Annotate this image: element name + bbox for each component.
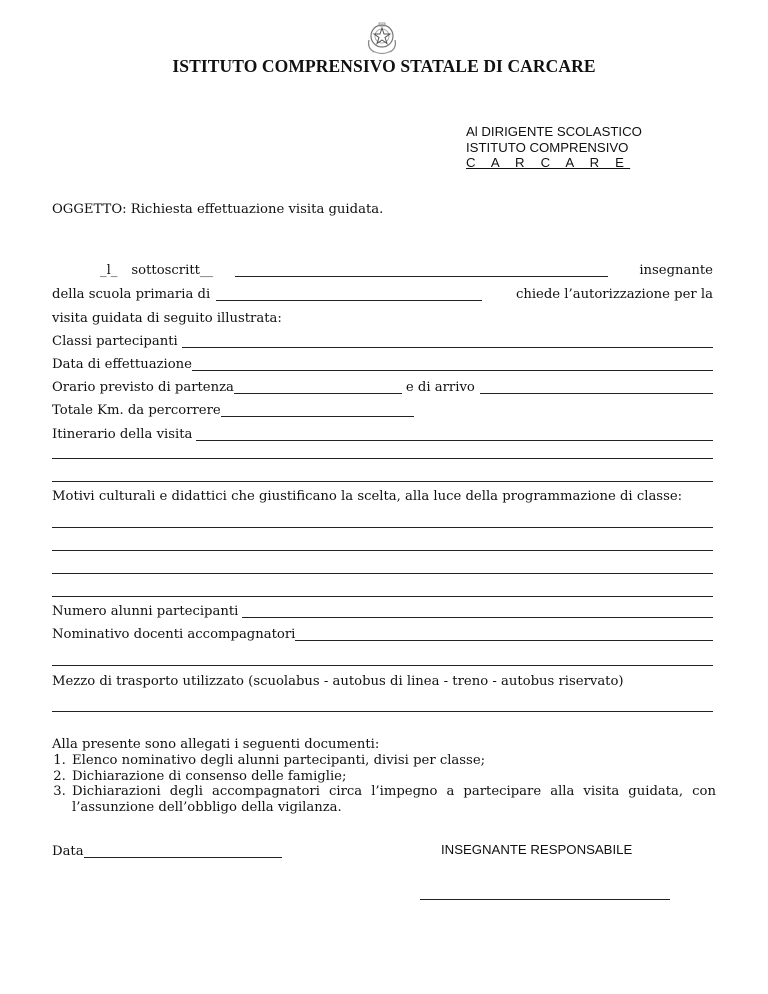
itinerario-label: Itinerario della visita bbox=[52, 427, 193, 442]
data-effettuazione-field[interactable] bbox=[192, 357, 713, 371]
data-effettuazione-label: Data di effettuazione bbox=[52, 357, 192, 372]
orario-partenza-label: Orario previsto di partenza bbox=[52, 380, 234, 395]
itinerario-field[interactable] bbox=[196, 427, 713, 441]
attachment-item: 2. Dichiarazione di consenso delle famiglie; bbox=[70, 769, 716, 785]
attachments-heading: Alla presente sono allegati i seguenti documenti: bbox=[52, 737, 380, 752]
classi-field[interactable] bbox=[182, 334, 713, 348]
intro-line-3 bbox=[52, 307, 713, 327]
motivi-line[interactable] bbox=[52, 596, 713, 597]
classi-row bbox=[52, 330, 713, 350]
mezzo-field[interactable] bbox=[52, 711, 713, 712]
km-label: Totale Km. da percorrere bbox=[52, 403, 221, 418]
italian-republic-emblem-icon bbox=[364, 20, 400, 56]
teacher-name-field[interactable] bbox=[235, 263, 608, 277]
motivi-row bbox=[52, 485, 713, 505]
orario-partenza-field[interactable] bbox=[234, 380, 402, 394]
recipient-line-3: C A R C A R E bbox=[466, 155, 631, 170]
school-field[interactable] bbox=[216, 287, 482, 301]
mezzo-label: Mezzo di trasporto utilizzato (scuolabus - autobus di linea - treno - autobus riservato) bbox=[52, 674, 624, 689]
mezzo-row bbox=[52, 670, 713, 690]
intro-prefix: _l_ bbox=[100, 263, 118, 278]
arrivo-label: e di arrivo bbox=[405, 380, 475, 395]
orario-arrivo-field[interactable] bbox=[480, 380, 713, 394]
data-effettuazione-row bbox=[52, 353, 713, 373]
motivi-label: Motivi culturali e didattici che giustificano la scelta, alla luce della programmazione di classe: bbox=[52, 489, 683, 504]
docenti-row bbox=[52, 623, 713, 643]
orario-row bbox=[52, 376, 713, 396]
classi-label: Classi partecipanti bbox=[52, 334, 178, 349]
intro-chiede: chiede l’autorizzazione per la bbox=[515, 287, 713, 302]
intro-line-2 bbox=[52, 283, 713, 303]
itinerario-extra-line[interactable] bbox=[52, 481, 713, 482]
signature-field[interactable] bbox=[420, 899, 670, 900]
motivi-line[interactable] bbox=[52, 550, 713, 551]
attachment-item: 1. Elenco nominativo degli alunni partecipanti, divisi per classe; bbox=[70, 753, 716, 769]
numero-alunni-row bbox=[52, 600, 713, 620]
numero-alunni-label: Numero alunni partecipanti bbox=[52, 604, 239, 619]
itinerario-row bbox=[52, 423, 713, 443]
school-name: ISTITUTO COMPRENSIVO STATALE DI CARCARE bbox=[172, 56, 596, 76]
intro-visita: visita guidata di seguito illustrata: bbox=[52, 311, 282, 326]
signature-label: INSEGNANTE RESPONSABILE bbox=[441, 842, 633, 857]
recipient-line-1: Al DIRIGENTE SCOLASTICO bbox=[466, 124, 642, 139]
itinerario-extra-line[interactable] bbox=[52, 458, 713, 459]
km-field[interactable] bbox=[221, 403, 414, 417]
intro-sottoscritt: sottoscritt__ bbox=[131, 263, 214, 278]
docenti-label: Nominativo docenti accompagnatori bbox=[52, 627, 296, 642]
attachments-list bbox=[52, 753, 716, 816]
recipient-address bbox=[466, 124, 642, 171]
intro-insegnante: insegnante bbox=[639, 263, 713, 278]
docenti-extra-line[interactable] bbox=[52, 665, 713, 666]
intro-scuola: della scuola primaria di bbox=[52, 287, 211, 302]
intro-line-1 bbox=[52, 259, 713, 279]
attachments-section bbox=[52, 737, 716, 816]
data-field[interactable] bbox=[84, 844, 282, 858]
motivi-line[interactable] bbox=[52, 573, 713, 574]
attachment-item: 3. Dichiarazioni degli accompagnatori circa l’impegno a partecipare alla visita guidata, con l’assunzione dell’obbligo della vigilanza. bbox=[70, 784, 716, 816]
recipient-line-2: ISTITUTO COMPRENSIVO bbox=[466, 139, 629, 155]
docenti-field[interactable] bbox=[295, 627, 713, 641]
data-row bbox=[52, 840, 292, 860]
subject-line: OGGETTO: Richiesta effettuazione visita guidata. bbox=[52, 202, 384, 217]
data-label: Data bbox=[52, 844, 84, 859]
numero-alunni-field[interactable] bbox=[242, 604, 713, 618]
km-row bbox=[52, 399, 713, 419]
motivi-line[interactable] bbox=[52, 527, 713, 528]
